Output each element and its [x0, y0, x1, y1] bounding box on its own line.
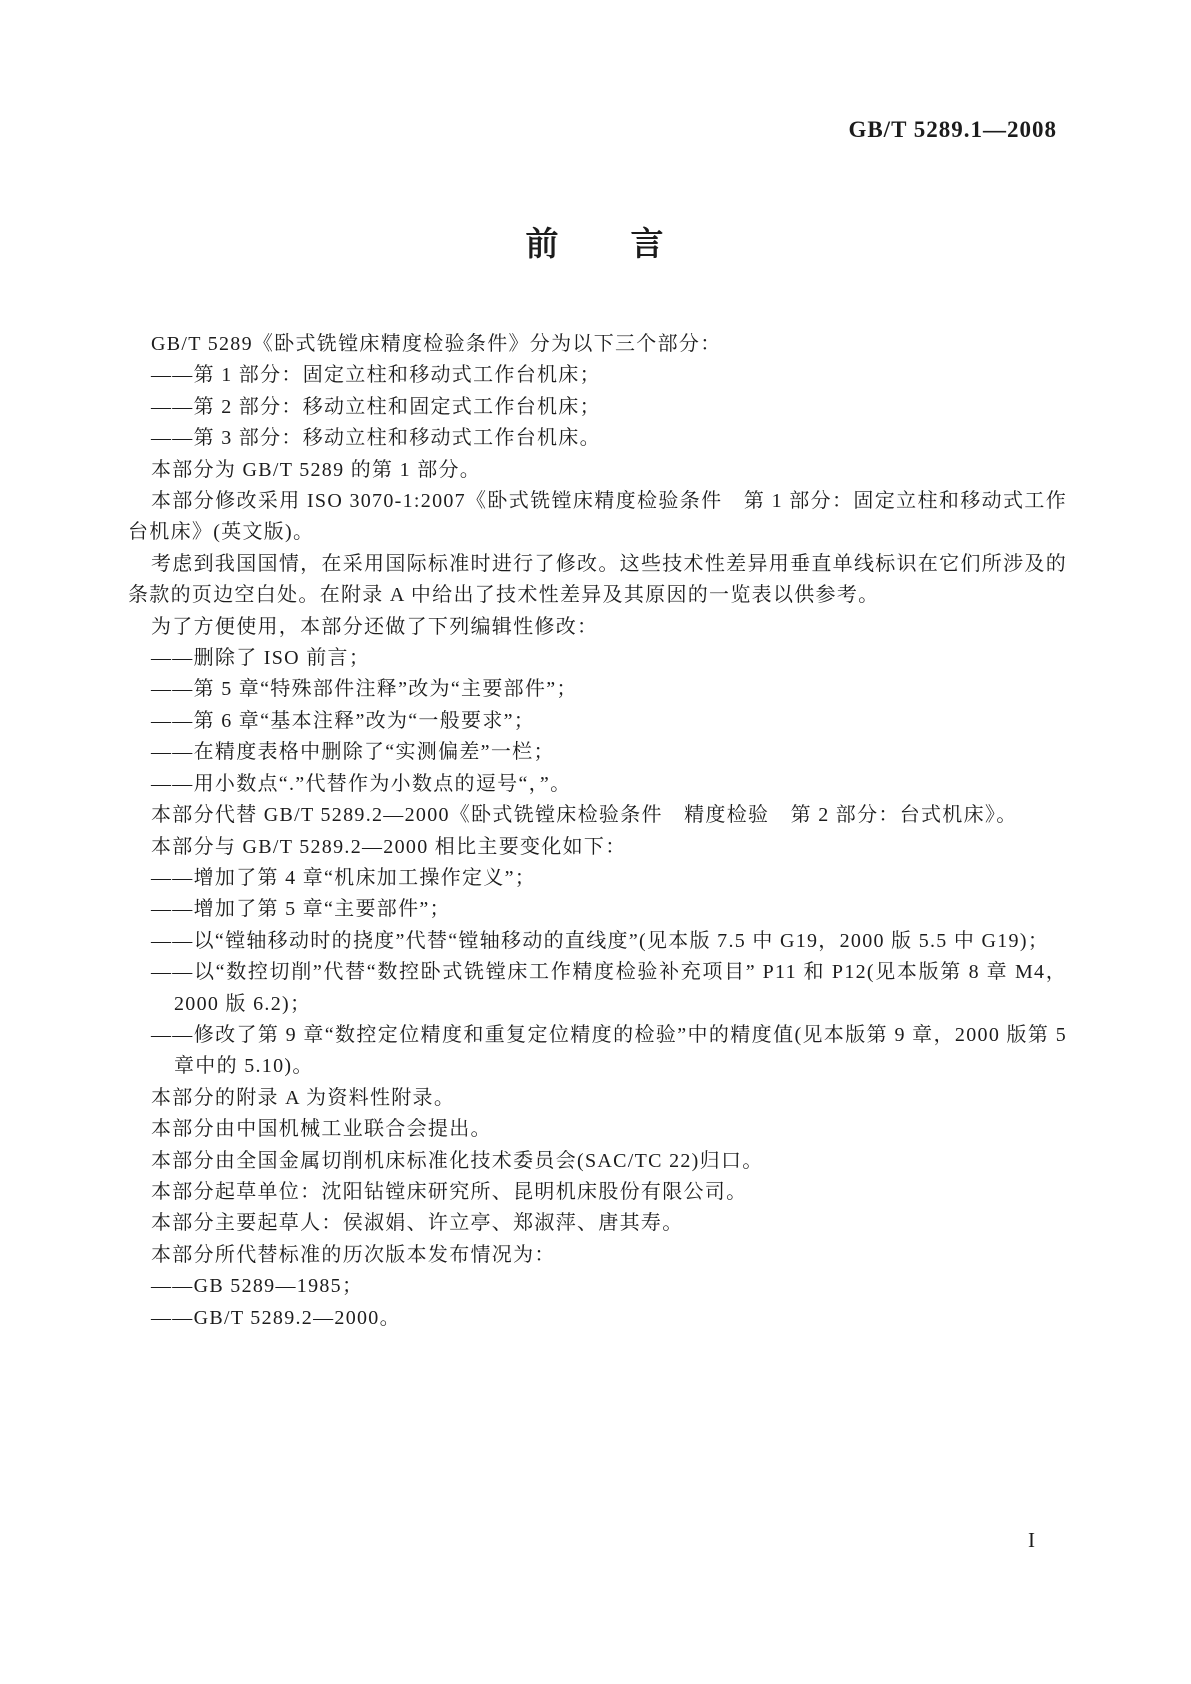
paragraph: 本部分为 GB/T 5289 的第 1 部分。 [151, 458, 482, 481]
paragraph: ——第 1 部分：固定立柱和移动式工作台机床； [151, 364, 601, 387]
paragraph: ——GB 5289—1985； [151, 1275, 364, 1298]
page-title: 前 言 [525, 225, 666, 262]
paragraph: 本部分所代替标准的历次版本发布情况为： [151, 1243, 556, 1266]
paragraph: 本部分的附录 A 为资料性附录。 [151, 1086, 456, 1109]
foreword-content [128, 329, 1067, 1334]
paragraph: 本部分起草单位：沈阳钻镗床研究所、昆明机床股份有限公司。 [151, 1180, 748, 1203]
paragraph: ——在精度表格中删除了“实测偏差”一栏； [151, 741, 555, 764]
paragraph: GB/T 5289《卧式铣镗床精度检验条件》分为以下三个部分： [151, 333, 722, 355]
page-number: I [1028, 1528, 1035, 1552]
paragraph: ——增加了第 4 章“机床加工操作定义”； [151, 866, 537, 889]
paragraph: ——以“数控切削”代替“数控卧式铣镗床工作精度检验补充项目” P11 和 P12(见本版第 8 章 M4，2000 版 6.2)； [151, 961, 1067, 1015]
paragraph: ——第 5 章“特殊部件注释”改为“主要部件”； [151, 678, 578, 701]
standard-number: GB/T 5289.1—2008 [848, 117, 1057, 142]
paragraph: 本部分主要起草人：侯淑娟、许立亭、郑淑萍、唐其寿。 [151, 1212, 684, 1235]
paragraph: 本部分由全国金属切削机床标准化技术委员会(SAC/TC 22)归口。 [151, 1149, 764, 1172]
paragraph: ——第 3 部分：移动立柱和移动式工作台机床。 [151, 427, 601, 450]
paragraph: ——第 6 章“基本注释”改为“一般要求”； [151, 709, 536, 732]
paragraph: ——第 2 部分：移动立柱和固定式工作台机床； [151, 395, 601, 418]
paragraph: ——GB/T 5289.2—2000。 [151, 1306, 401, 1329]
paragraph: ——删除了 ISO 前言； [151, 647, 371, 670]
paragraph: 本部分修改采用 ISO 3070-1:2007《卧式铣镗床精度检验条件 第 1 部分：固定立柱和移动式工作台机床》(英文版)。 [128, 490, 1067, 544]
paragraph: ——增加了第 5 章“主要部件”； [151, 898, 451, 921]
paragraph: ——以“镗轴移动时的挠度”代替“镗轴移动的直线度”(见本版 7.5 中 G19，2000 版 5.5 中 G19)； [151, 929, 1050, 952]
paragraph: 考虑到我国国情，在采用国际标准时进行了修改。这些技术性差异用垂直单线标识在它们所涉及的条款的页边空白处。在附录 A 中给出了技术性差异及其原因的一览表以供参考。 [128, 552, 1067, 607]
paragraph: 本部分代替 GB/T 5289.2—2000《卧式铣镗床检验条件 精度检验 第 2 部分：台式机床》。 [151, 804, 1018, 827]
paragraph: ——修改了第 9 章“数控定位精度和重复定位精度的检验”中的精度值(见本版第 9 章，2000 版第 5 章中的 5.10)。 [151, 1023, 1067, 1078]
paragraph: ——用小数点“.”代替作为小数点的逗号“，”。 [151, 772, 572, 795]
paragraph: 为了方便使用，本部分还做了下列编辑性修改： [151, 615, 599, 638]
paragraph: 本部分与 GB/T 5289.2—2000 相比主要变化如下： [151, 835, 627, 858]
paragraph: 本部分由中国机械工业联合会提出。 [151, 1118, 492, 1141]
